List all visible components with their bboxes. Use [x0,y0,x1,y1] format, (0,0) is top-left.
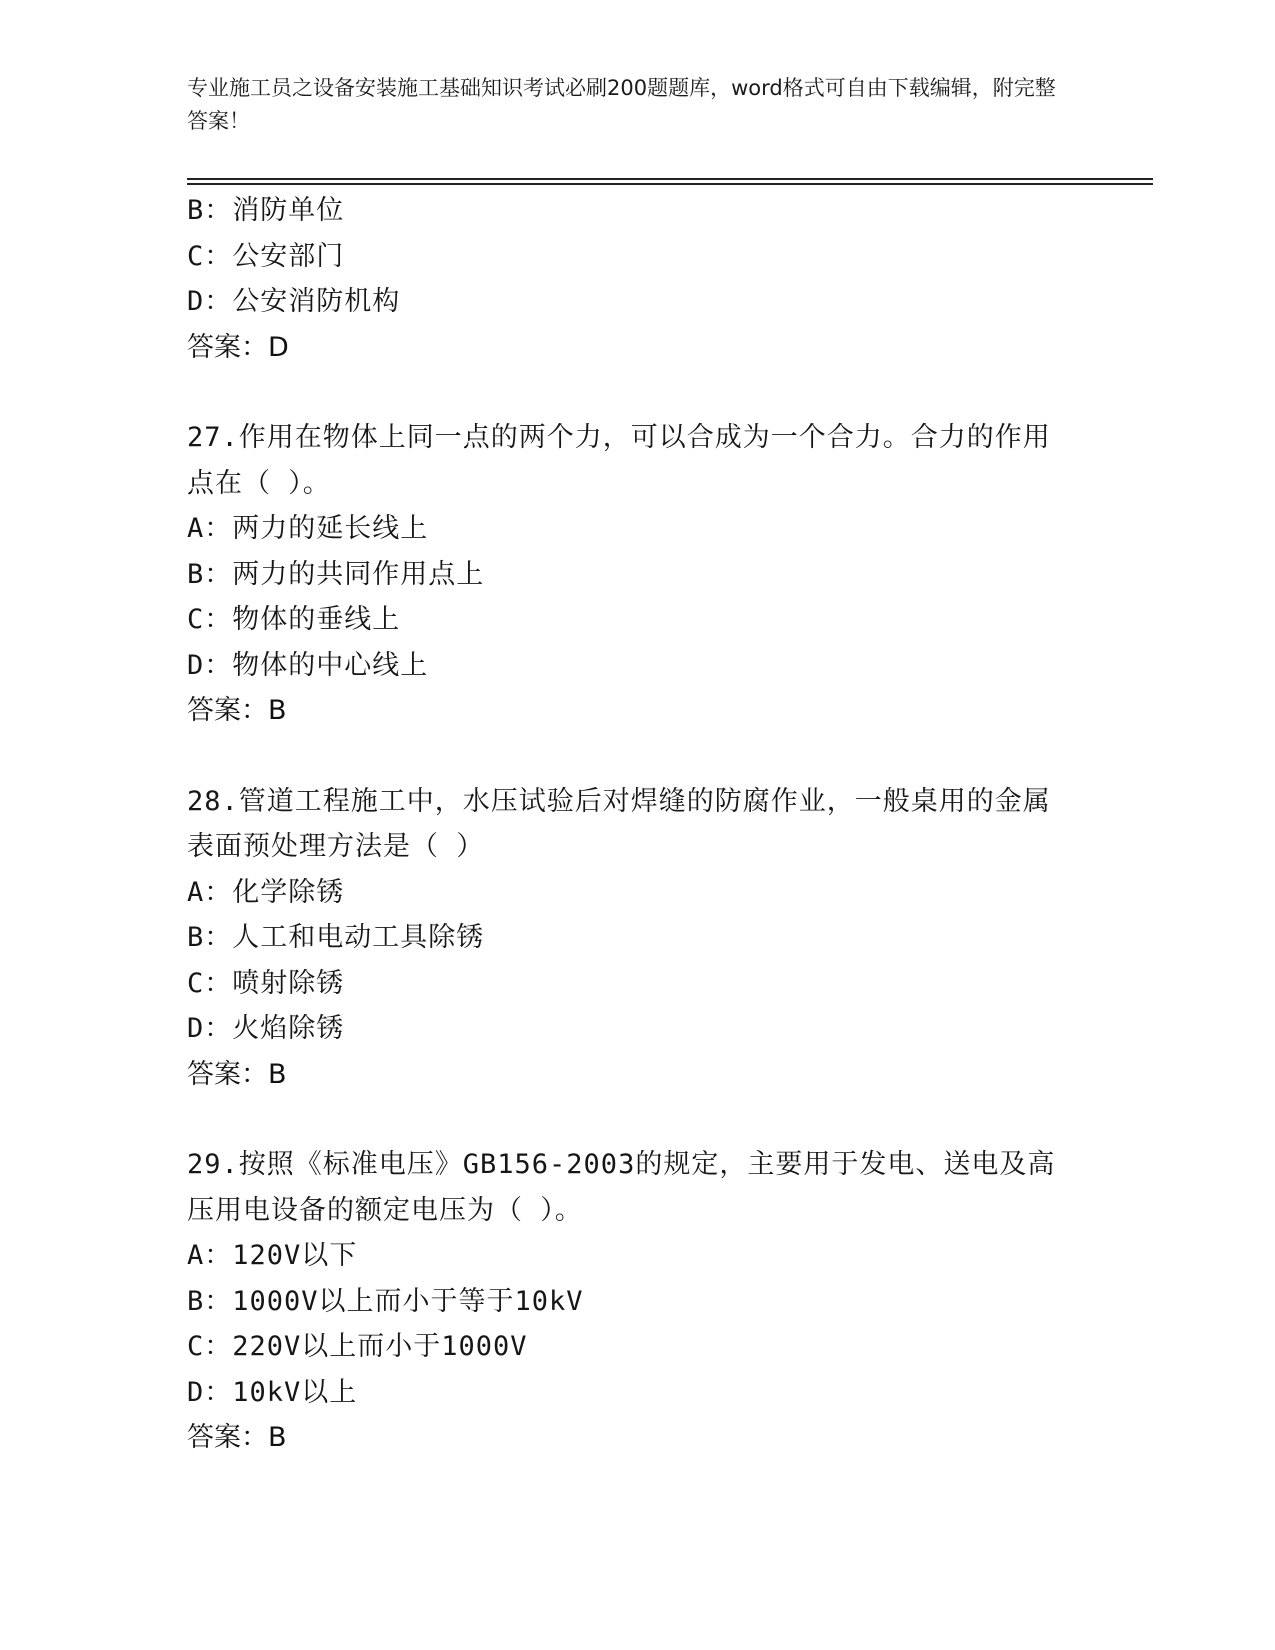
option-c: C：公安部门 [187,240,345,272]
question-text: 27.作用在物体上同一点的两个力，可以合成为一个合力。合力的作用点在（ ）。 [187,422,1051,499]
option-c: C：喷射除锈 [187,967,345,999]
option-b: B：人工和电动工具除锈 [187,922,485,953]
option-b: B：消防单位 [187,195,345,226]
question-text: 29.按照《标准电压》GB156-2003的规定，主要用于发电、送电及高压用电设备的额定电压为（ ）。 [187,1149,1056,1226]
option-d: D：物体的中心线上 [187,649,429,681]
option-c: C：220V以上而小于1000V [187,1331,528,1362]
option-a: A：化学除锈 [187,876,345,908]
question-28 [187,779,1077,1098]
spacer [187,1097,1077,1142]
answer-line: 答案：B [187,695,287,726]
spacer [187,734,1077,779]
option-d: D：公安消防机构 [187,286,401,317]
header-rule-top [187,178,1153,180]
question-text: 28.管道工程施工中，水压试验后对焊缝的防腐作业，一般桌用的金属表面预处理方法是（ ） [187,785,1051,862]
carryover-question [187,188,1077,370]
spacer [187,370,1077,415]
option-a: A：120V以下 [187,1240,358,1271]
option-d: D：火焰除锈 [187,1013,345,1044]
option-c: C：物体的垂线上 [187,604,401,635]
question-29 [187,1142,1077,1461]
answer-line: 答案：B [187,1058,287,1090]
option-b: B：1000V以上而小于等于10kV [187,1285,584,1317]
option-b: B：两力的共同作用点上 [187,558,485,590]
option-a: A：两力的延长线上 [187,513,429,544]
answer-line: 答案：D [187,331,289,363]
document-header: 专业施工员之设备安装施工基础知识考试必刷200题题库，word格式可自由下载编辑，附完整答案！ [187,76,1056,133]
option-d: D：10kV以上 [187,1376,358,1408]
answer-line: 答案：B [187,1422,287,1453]
question-list [187,188,1077,1461]
question-27 [187,415,1077,734]
header-rule-bottom [187,183,1153,185]
